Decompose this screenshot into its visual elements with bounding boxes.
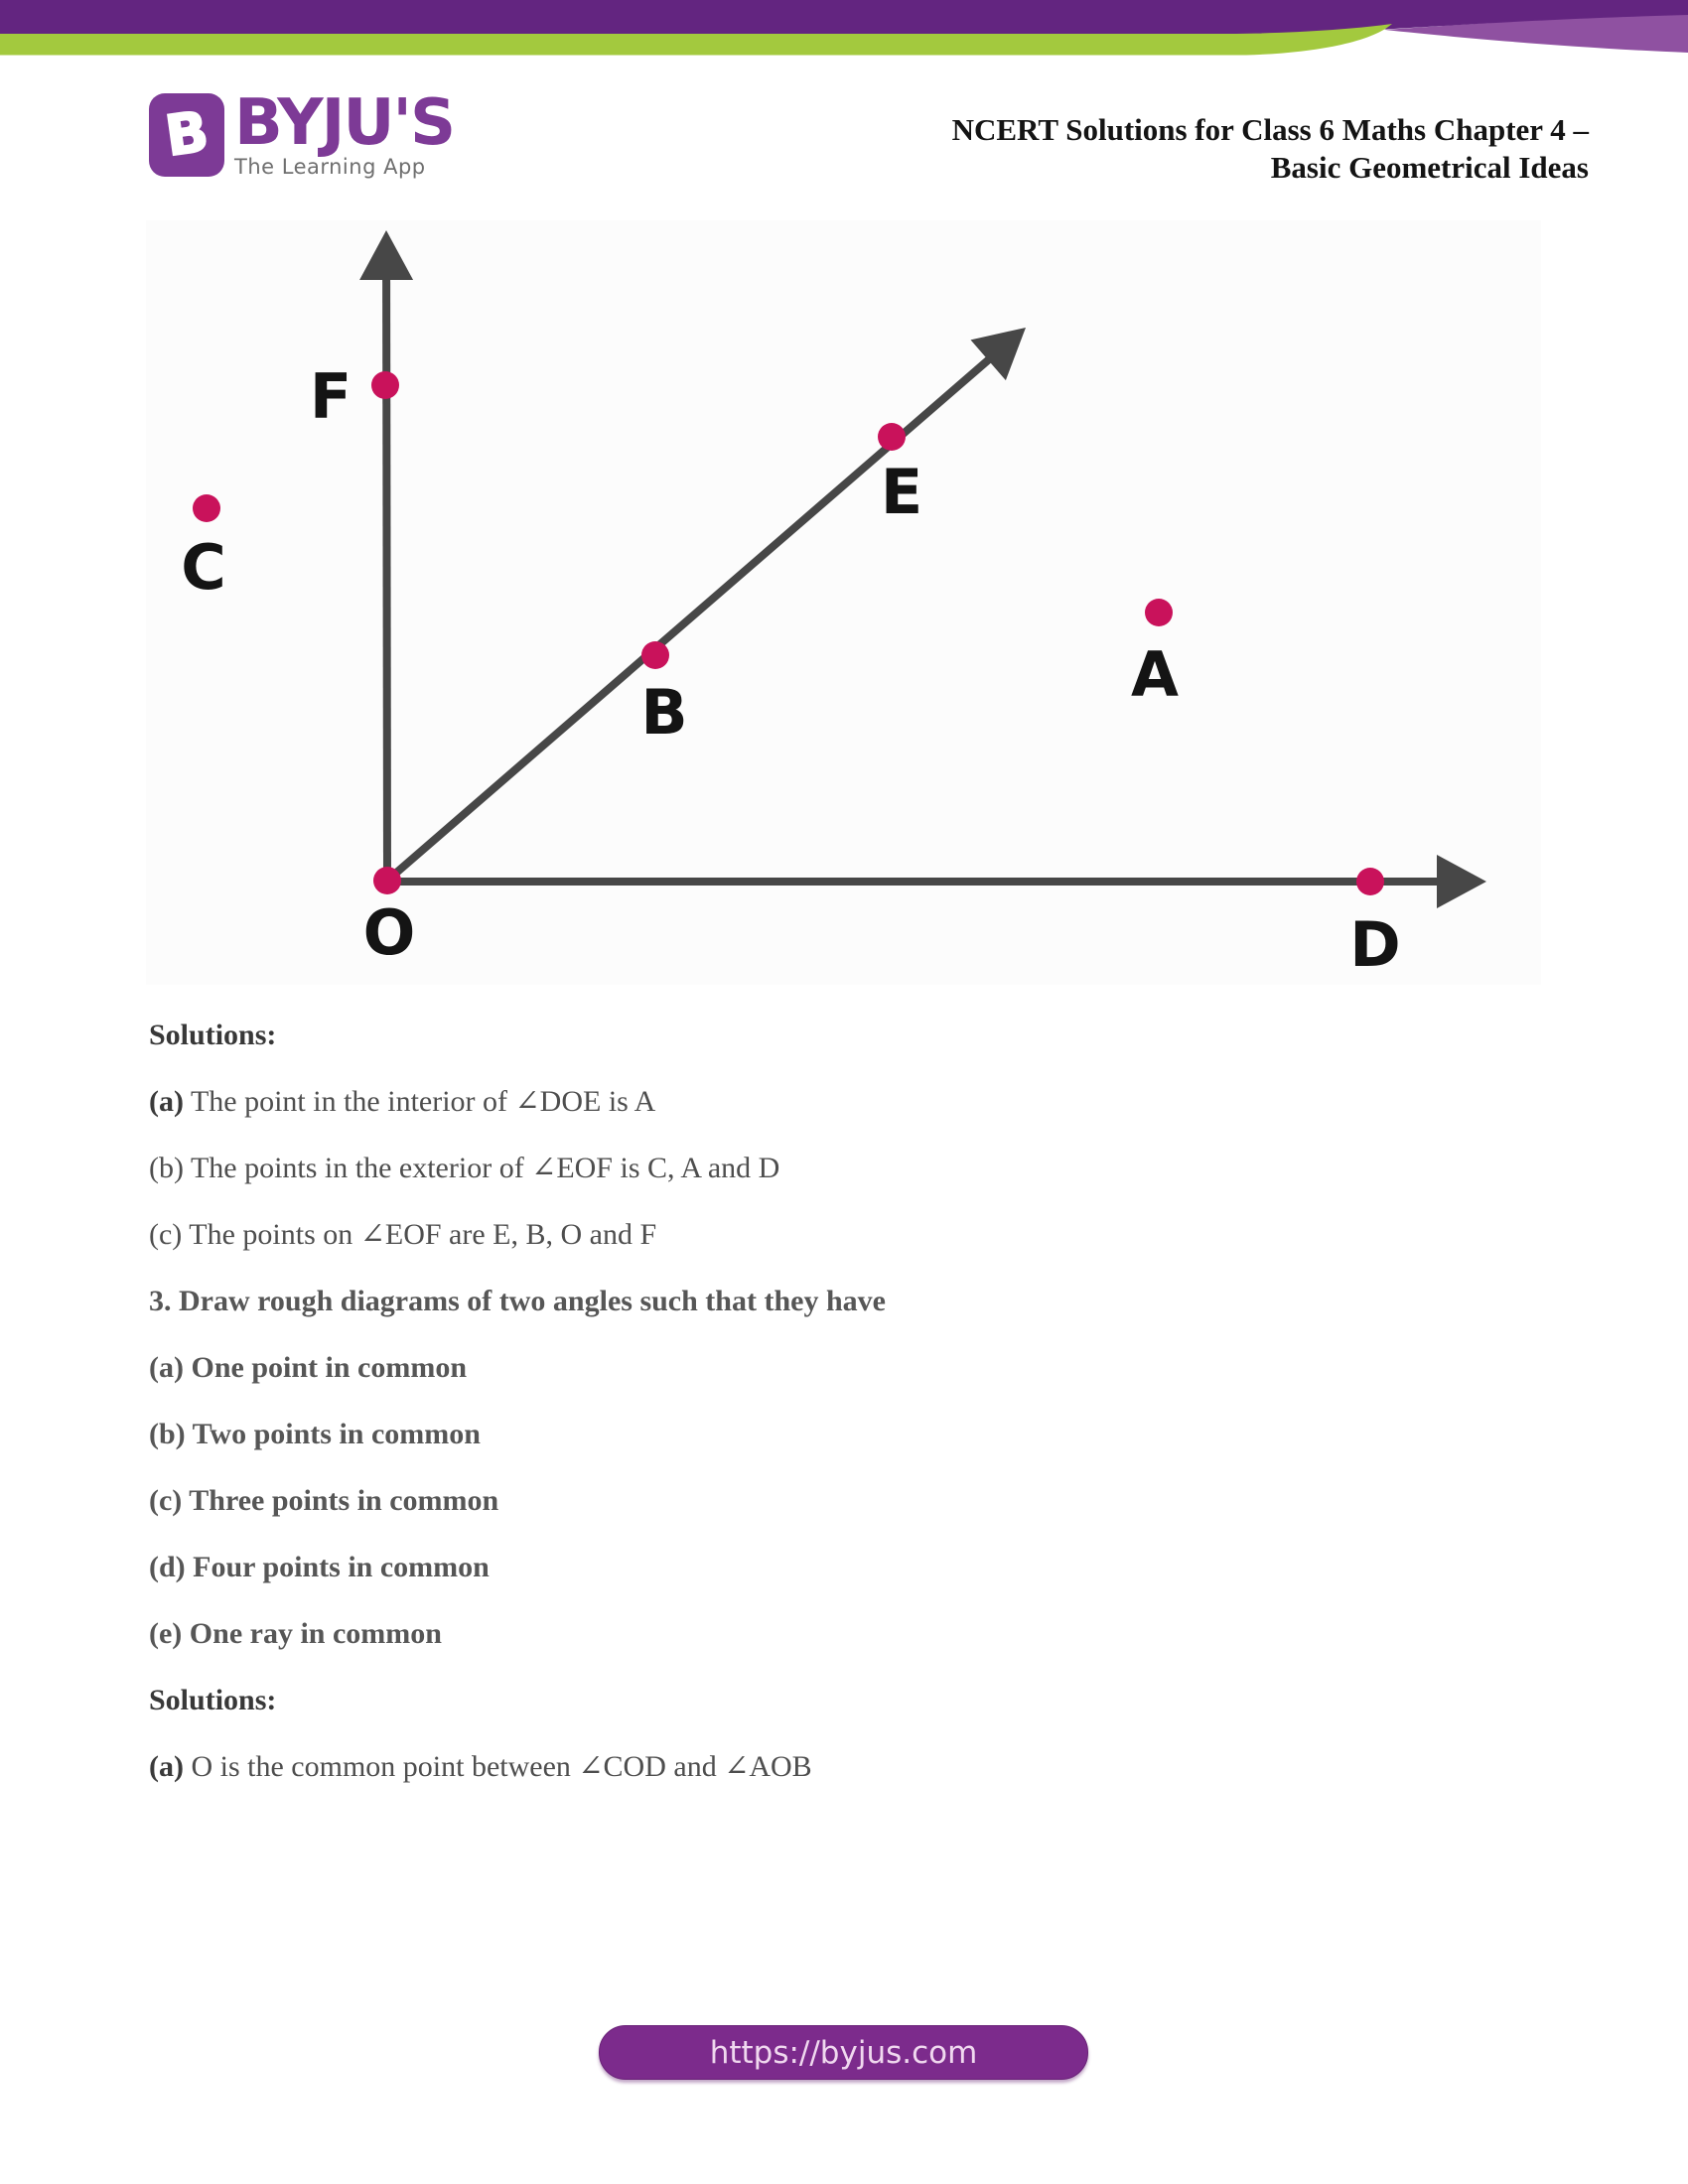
ray-OF [386,258,387,881]
answer-1a: (a) The point in the interior of ∠DOE is A [149,1085,656,1118]
question-3e: (e) One ray in common [149,1617,442,1650]
point-label-E: E [880,456,923,528]
solutions-heading-2: Solutions: [149,1684,277,1716]
page-title-line2: Basic Geometrical Ideas [1270,150,1589,185]
website-link-label: https://byjus.com [709,2034,978,2071]
ray-OE [387,345,1005,881]
ray-OD-arrowhead-icon [1437,855,1486,908]
point-dot-E [878,423,906,451]
logo-b-glyph: B [161,99,212,170]
point-label-A: A [1131,638,1179,711]
website-link-button[interactable] [599,2025,1088,2080]
point-dot-B [641,641,669,669]
point-label-O: O [362,896,416,969]
ray-OF-arrowhead-icon [359,230,413,280]
point-label-C: C [181,531,226,604]
solutions-text-block [149,1017,1390,1815]
point-dot-C [193,494,220,522]
answer-1c: (c) The points on ∠EOF are E, B, O and F [149,1218,657,1251]
point-label-F: F [309,360,352,433]
point-label-B: B [640,676,688,749]
point-dot-D [1356,868,1384,895]
page-title-line1: NCERT Solutions for Class 6 Maths Chapter 4 – [951,112,1589,147]
question-3a: (a) One point in common [149,1351,468,1384]
answer-1b: (b) The points in the exterior of ∠EOF is C, A and D [149,1152,780,1184]
logo-tagline: The Learning App [234,155,426,179]
answer-2a: (a) O is the common point between ∠COD and ∠AOB [149,1750,812,1783]
question-3-heading: 3. Draw rough diagrams of two angles such that they have [149,1285,886,1317]
point-dot-A [1145,599,1173,626]
question-3d: (d) Four points in common [149,1551,490,1583]
question-3b: (b) Two points in common [149,1418,481,1450]
logo-wordmark: BYJU'S [234,86,455,160]
question-3c: (c) Three points in common [149,1484,499,1517]
geometry-figure [0,0,1688,1003]
point-dot-F [371,371,399,399]
point-dot-O [373,867,401,894]
solutions-heading-1: Solutions: [149,1019,277,1051]
point-label-D: D [1349,908,1401,981]
